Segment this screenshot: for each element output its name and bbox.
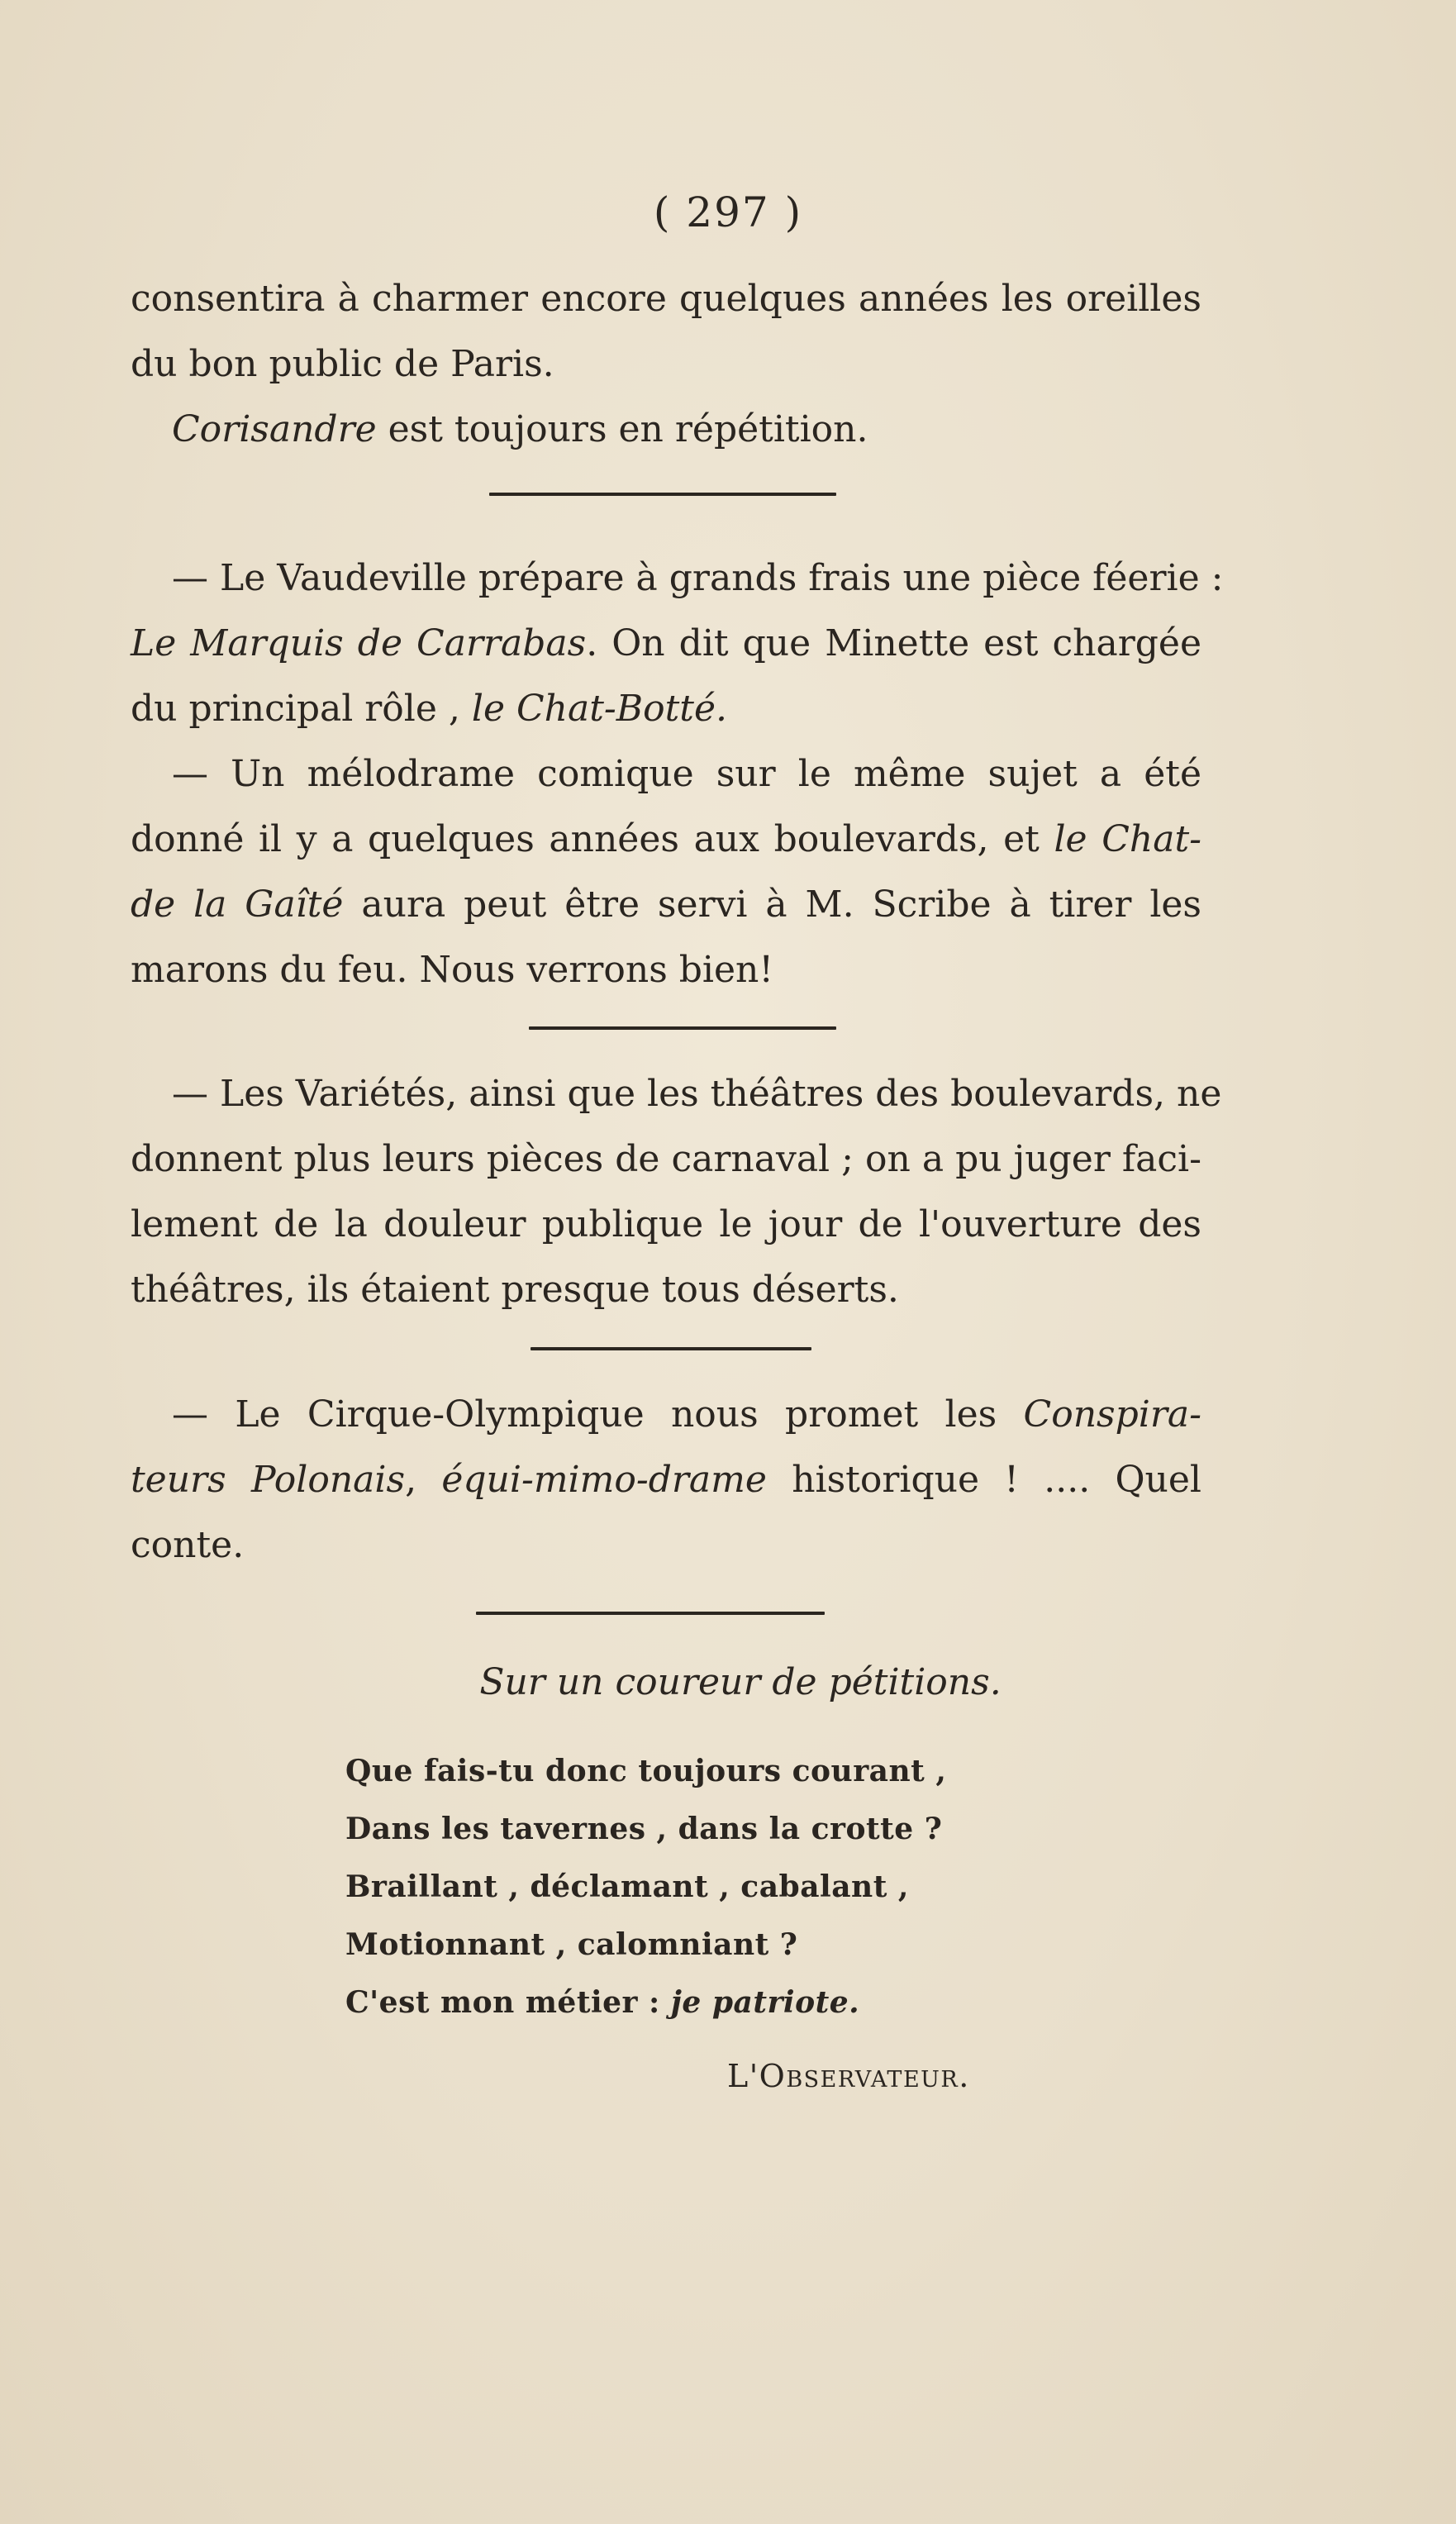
theatre-name: le Chat- (1054, 818, 1201, 860)
poem-line: Que fais-tu donc toujours courant , (345, 1754, 947, 1788)
play-title: Corisandre (172, 408, 377, 450)
play-title: teurs Polonais (131, 1459, 406, 1501)
section-divider (489, 493, 836, 496)
text-fragment: est toujours en répétition. (376, 408, 868, 450)
poem-title: Sur un coureur de pétitions. (479, 1661, 1002, 1703)
poem-line: Braillant , déclamant , cabalant , (345, 1869, 909, 1904)
play-title: Le Marquis de Carrabas (131, 622, 587, 664)
text-fragment: — Le Cirque-Olympique nous promet les (172, 1393, 1024, 1436)
text-line: — Un mélodrame comique sur le même sujet a été (172, 753, 1201, 795)
paragraph-melodrame (131, 741, 1201, 1002)
text-line (131, 676, 1201, 741)
poem-body (345, 1742, 946, 2031)
text-line (131, 397, 1201, 462)
text-fragment: . On dit que Minette est chargée (586, 622, 1201, 664)
theatre-name: de la Gaîté (131, 883, 344, 926)
poem-line: Motionnant , calomniant ? (345, 1927, 798, 1962)
genre-name: équi-mimo-drame (441, 1459, 767, 1501)
text-line: théâtres, ils étaient presque tous déserts. (131, 1269, 899, 1311)
signature: L'Observateur. (727, 2058, 970, 2094)
text-line: marons du feu. Nous verrons bien! (131, 949, 774, 991)
text-line: — Le Vaudeville prépare à grands frais une pièce féerie : (172, 557, 1224, 599)
text-line (131, 611, 1201, 676)
text-fragment: C'est mon métier : (345, 1985, 671, 2020)
section-divider (531, 1347, 811, 1350)
paragraph-cirque (131, 1382, 1201, 1578)
paragraph-vaudeville (131, 545, 1224, 741)
text-line: du bon public de Paris. (131, 343, 554, 385)
page-number: ( 297 ) (653, 188, 803, 236)
text-line (131, 1447, 1201, 1512)
text-fragment: , (405, 1459, 442, 1501)
poem-line: Dans les tavernes , dans la crotte ? (345, 1812, 943, 1846)
text-line: lement de la douleur publique le jour de l'ouverture des (131, 1203, 1201, 1245)
text-line: conte. (131, 1524, 245, 1566)
poem-line (345, 1974, 946, 2031)
text-line (131, 807, 1201, 872)
text-line: — Les Variétés, ainsi que les théâtres des boulevards, ne (172, 1073, 1222, 1115)
role-name: le Chat-Botté. (471, 688, 727, 730)
text-line: donnent plus leurs pièces de carnaval ; on a pu juger faci- (131, 1138, 1201, 1180)
section-divider (529, 1026, 836, 1030)
text-fragment: du principal rôle , (131, 688, 472, 730)
text-line (131, 1382, 1201, 1447)
text-fragment: donné il y a quelques années aux boulevards, et (131, 818, 1054, 860)
text-fragment: aura peut être servi à M. Scribe à tirer les (343, 883, 1202, 926)
section-divider (476, 1612, 825, 1615)
text-fragment: je patriote. (670, 1985, 860, 2020)
paragraph-corisandre (131, 266, 1201, 462)
paragraph-varietes (131, 1061, 1222, 1322)
play-title: Conspira- (1023, 1393, 1201, 1436)
text-line (131, 872, 1201, 937)
text-fragment: historique ! .... Quel (766, 1459, 1201, 1501)
text-line: consentira à charmer encore quelques années les oreilles (131, 278, 1201, 320)
